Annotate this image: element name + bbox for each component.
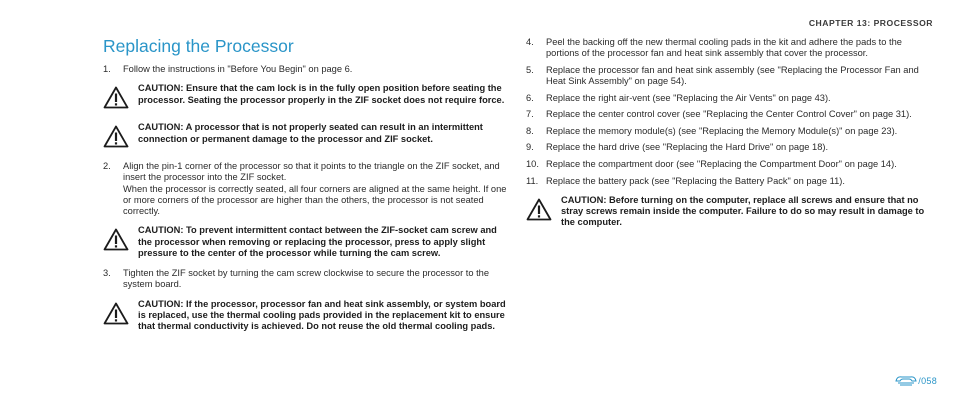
page-title: Replacing the Processor: [103, 36, 294, 56]
step-number: 4.: [526, 37, 534, 47]
step-text: Replace the battery pack (see "Replacing the Battery Pack" on page 11).: [546, 175, 845, 186]
warning-triangle-icon: [103, 86, 129, 109]
step-number: 6.: [526, 92, 534, 103]
page-number: /058: [918, 376, 937, 386]
warning-triangle-icon: [103, 228, 129, 251]
left-column: [103, 64, 510, 341]
step-extra-text: When the processor is correctly seated, all four corners are aligned at the same height. If one or more corners of the processor are higher than the others, the processor is not seated correctly.: [123, 183, 507, 217]
step-number: 1.: [103, 64, 111, 74]
caution-text: CAUTION: A processor that is not properly seated can result in an intermittent connection or permanent damage to the processor and ZIF socket.: [138, 122, 483, 144]
step-text: Peel the backing off the new thermal cooling pads in the kit and adhere the pads to the portions of the processor fan and heat sink assembly that cover the processor.: [546, 37, 902, 59]
caution-text: CAUTION: Before turning on the computer, replace all screws and ensure that no stray screws remain inside the computer. Failure to do so may result in damage to the computer.: [561, 194, 925, 228]
step-7: [526, 109, 932, 120]
right-column: [526, 37, 932, 238]
caution-text: CAUTION: Ensure that the cam lock is in the fully open position before seating the processor. Seating the processor properly in the ZIF socket does not require force.: [138, 83, 505, 105]
step-text: Replace the compartment door (see "Replacing the Compartment Door" on page 14).: [546, 158, 897, 169]
step-text: Replace the center control cover (see "Replacing the Center Control Cover" on page 31).: [546, 109, 912, 120]
step-10: [526, 159, 932, 170]
step-6: [526, 93, 932, 104]
step-number: 8.: [526, 125, 534, 136]
step-number: 3.: [103, 268, 111, 279]
step-text: Replace the processor fan and heat sink assembly (see "Replacing the Processor Fan and Heat Sink Assembly" on page 54).: [546, 64, 919, 86]
step-text: Replace the right air-vent (see "Replacing the Air Vents" on page 43).: [546, 92, 831, 103]
caution-note: [103, 122, 510, 152]
warning-triangle-icon: [103, 125, 129, 148]
step-number: 9.: [526, 142, 534, 153]
step-5: [526, 65, 932, 87]
step-4: [526, 37, 932, 59]
step-number: 7.: [526, 109, 534, 120]
step-8: [526, 126, 932, 137]
step-9: [526, 142, 932, 153]
step-number: 2.: [103, 161, 111, 172]
caution-text: CAUTION: If the processor, processor fan and heat sink assembly, or system board is replaced, use the thermal cooling pads provided in the replacement kit to ensure that thermal conductivity is achieved. Do not reuse the old thermal cooling pads.: [138, 298, 506, 332]
step-text: Align the pin-1 corner of the processor so that it points to the triangle on the ZIF socket, and insert the processor into the ZIF socket.: [123, 161, 500, 183]
step-text: Tighten the ZIF socket by turning the cam screw clockwise to secure the processor to the system board.: [123, 268, 490, 290]
step-1: [103, 64, 510, 75]
step-text: Replace the hard drive (see "Replacing the Hard Drive" on page 18).: [546, 142, 829, 153]
page-footer: [895, 375, 937, 386]
step-number: 5.: [526, 64, 534, 75]
brand-logo-icon: [895, 375, 917, 386]
caution-note: [103, 299, 510, 333]
step-3: [103, 268, 510, 290]
caution-note: [526, 195, 932, 229]
step-text: Follow the instructions in "Before You Begin" on page 6.: [123, 64, 353, 74]
step-11: [526, 176, 932, 187]
warning-triangle-icon: [526, 198, 552, 221]
chapter-header: CHAPTER 13: PROCESSOR: [808, 18, 933, 28]
step-text: Replace the memory module(s) (see "Replacing the Memory Module(s)" on page 23).: [546, 125, 898, 136]
step-number: 10.: [526, 158, 539, 169]
caution-note: [103, 83, 510, 113]
warning-triangle-icon: [103, 302, 129, 325]
caution-note: [103, 225, 510, 259]
step-number: 11.: [526, 175, 539, 186]
step-2: [103, 161, 510, 217]
caution-text: CAUTION: To prevent intermittent contact between the ZIF-socket cam screw and the processor when removing or replacing the processor, press to apply slight pressure to the center of the processor while turning the cam screw.: [138, 225, 497, 258]
